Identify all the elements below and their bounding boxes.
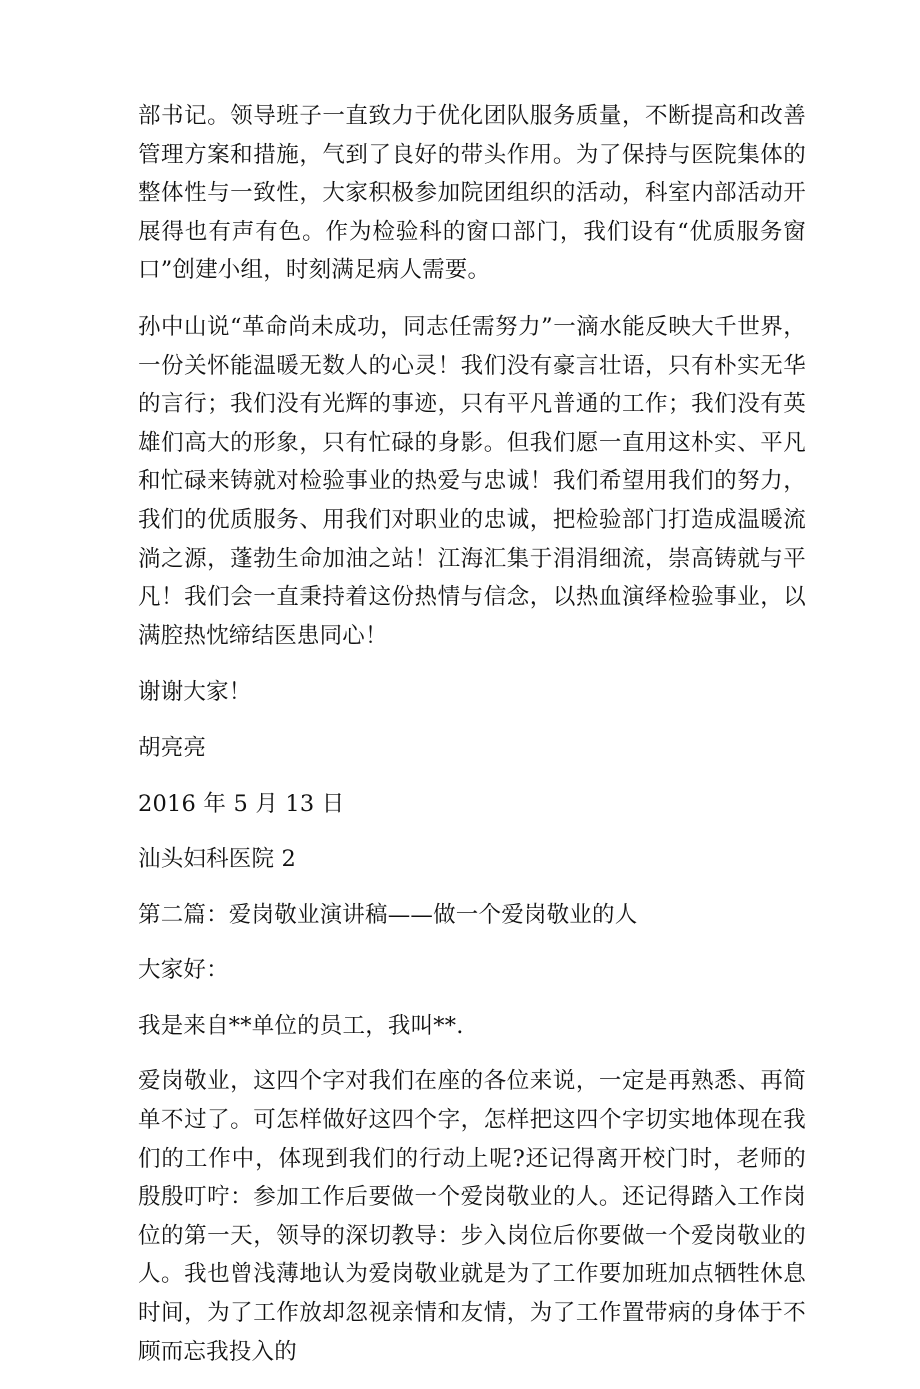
hospital-name: 汕头妇科医院 2 — [138, 846, 297, 873]
greeting-line: 大家好： — [138, 957, 229, 984]
intro-line: 我是来自**单位的员工，我叫**. — [138, 1012, 464, 1039]
document-body — [138, 97, 806, 1389]
signature-name: 胡亮亮 — [138, 734, 207, 761]
paragraph-1: 部书记。领导班子一直致力于优化团队服务质量，不断提高和改善管理方案和措施，气到了良好的带头作用。为了保持与医院集体的整体性与一致性，大家积极参加院团组织的活动，科室内部活动开展得也有声有色。作为检验科的窗口部门，我们设有“优质服务窗口”创建小组，时刻满足病人需要。 — [138, 103, 806, 284]
paragraph-3: 爱岗敬业，这四个字对我们在座的各位来说，一定是再熟悉、再简单不过了。可怎样做好这四个字，怎样把这四个字切实地体现在我们的工作中，体现到我们的行动上呢?还记得离开校门时，老师的殷殷叮咛：参加工作后要做一个爱岗敬业的人。还记得踏入工作岗位的第一天，领导的深切教导：步入岗位后你要做一个爱岗敬业的人。我也曾浅薄地认为爱岗敬业就是为了工作要加班加点牺牲休息时间，为了工作放却忽视亲情和友情，为了工作置带病的身体于不顾而忘我投入的 — [138, 1068, 806, 1365]
thanks-line: 谢谢大家！ — [138, 679, 252, 706]
section-title: 第二篇：爱岗敬业演讲稿——做一个爱岗敬业的人 — [138, 901, 638, 928]
signature-date: 2016 年 5 月 13 日 — [138, 790, 345, 817]
paragraph-2: 孙中山说“革命尚未成功，同志任需努力”一滴水能反映大千世界，一份关怀能温暖无数人的心灵！我们没有豪言壮语，只有朴实无华的言行；我们没有光辉的事迹，只有平凡普通的工作；我们没有英雄们高大的形象，只有忙碌的身影。但我们愿一直用这朴实、平凡和忙碌来铸就对检验事业的热爱与忠诚！我们希望用我们的努力，我们的优质服务、用我们对职业的忠诚，把检验部门打造成温暖流淌之源，蓬勃生命加油之站！江海汇集于涓涓细流，崇高铸就与平凡！我们会一直秉持着这份热情与信念，以热血演绎检验事业，以满腔热忱缔结医患同心！ — [138, 313, 806, 649]
